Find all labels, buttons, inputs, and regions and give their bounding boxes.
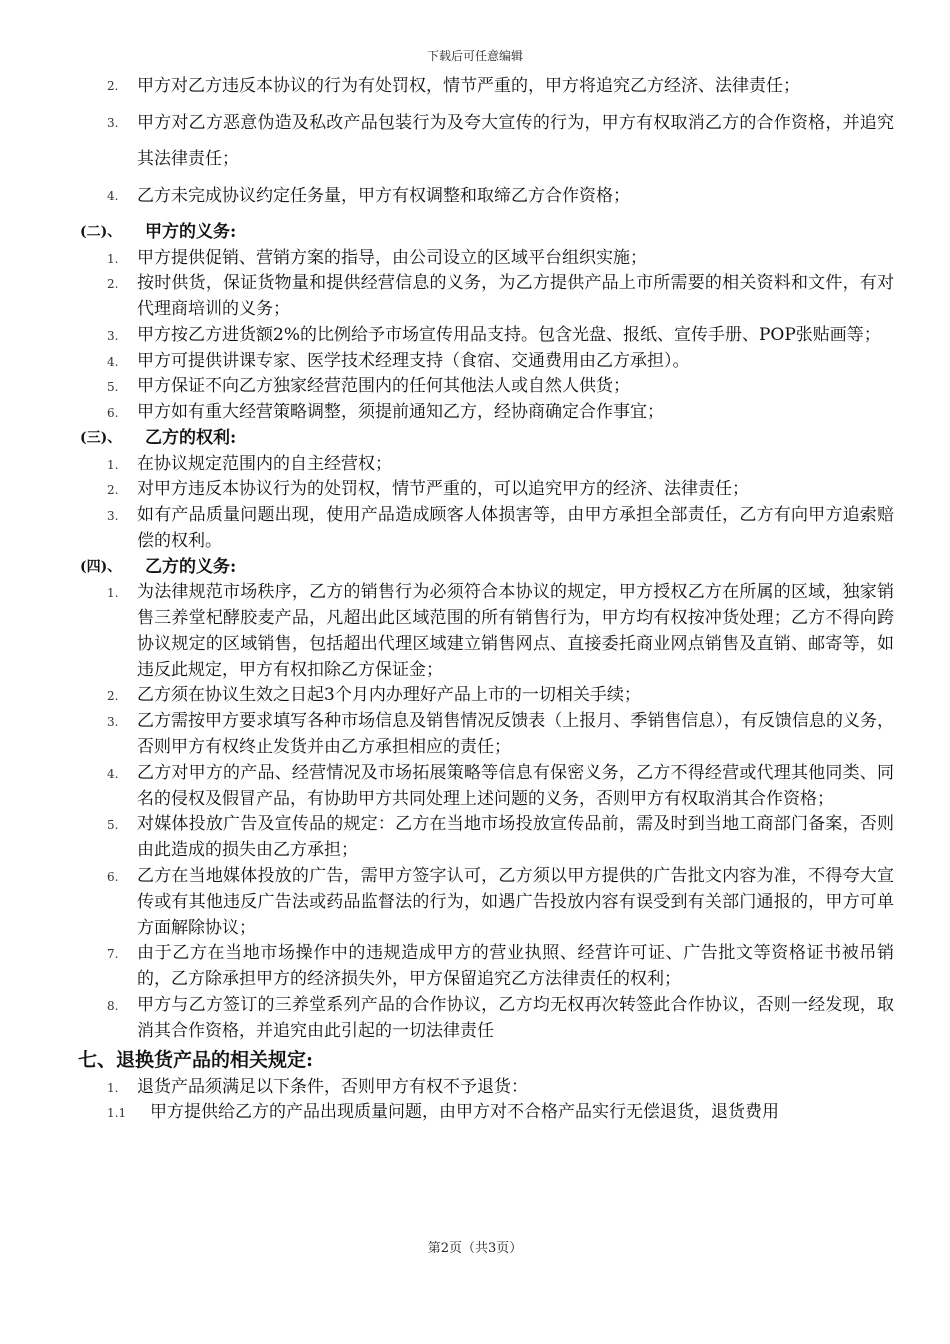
list-item [0,323,950,349]
item-text: 乙方未完成协议约定任务量，甲方有权调整和取缔乙方合作资格； [137,185,630,206]
item-text: 甲方对乙方违反本协议的行为有处罚权，情节严重的，甲方将追究乙方经济、法律责任； [137,76,800,96]
item-number: 3. [107,715,119,730]
list-item [0,349,950,375]
subsection-heading [0,220,950,246]
list-item [0,812,950,864]
item-text: 乙方对甲方的产品、经营情况及市场拓展策略等信息有保密义务，乙方不得经营或代理其他同类、同名的侵权及假冒产品，有协助甲方共同处理上述问题的义务，否则甲方有权取消其合作资格； [137,762,894,809]
item-number: 4. [107,766,119,781]
item-text: 乙方需按甲方要求填写各种市场信息及销售情况反馈表（上报月、季销售信息），有反馈信息的义务，否则甲方有权终止发货并由乙方承担相应的责任； [137,711,894,758]
list-item [0,105,950,178]
list-item [0,1100,950,1126]
item-text: 乙方在当地媒体投放的广告，需甲方签字认可，乙方须以甲方提供的广告批文内容为准，不得夸大宣传或有其他违反广告法或药品监督法的行为，如遇广告投放内容有误受到有关部门通报的，甲方可单方面解除协议； [137,866,894,938]
item-number: 1. [107,586,119,601]
item-number: 2. [107,277,119,292]
item-text: 按时供货，保证货物量和提供经营信息的义务，为乙方提供产品上市所需要的相关资料和文件，有对代理商培训的义务； [137,273,894,320]
subsection-number: (三)、 [80,430,122,447]
item-number: 1.1 [107,1106,127,1121]
list-item [0,246,950,272]
item-number: 7. [107,947,119,962]
list-item [0,709,950,761]
subsection-number: (四)、 [80,558,122,575]
item-number: 6. [107,870,119,885]
item-text: 为法律规范市场秩序，乙方的销售行为必须符合本协议的规定，甲方授权乙方在所属的区域，独家销售三养堂杞酵胶麦产品，凡超出此区域范围的所有销售行为，甲方均有权按冲货处理；乙方不得向跨协议规定的区域销售，包括超出代理区域建立销售网点、直接委托商业网点销售及直销、邮寄等，如违反此规定，甲方有权扣除乙方保证金； [137,582,894,680]
item-number: 3. [107,509,119,524]
item-text: 甲方如有重大经营策略调整，须提前通知乙方，经协商确定合作事宜； [137,402,664,423]
subsection-heading [0,426,950,452]
item-number: 2. [107,689,119,704]
item-number: 1. [107,457,119,472]
item-text: 在协议规定范围内的自主经营权； [137,453,392,474]
list-item [0,761,950,813]
item-text: 由于乙方在当地市场操作中的违规造成甲方的营业执照、经营许可证、广告批文等资格证书被吊销的，乙方除承担甲方的经济损失外，甲方保留追究乙方法律责任的权利； [137,943,894,990]
list-item [0,503,950,555]
item-text: 甲方提供给乙方的产品出现质量问题，由甲方对不合格产品实行无偿退货，退货费用 [150,1102,779,1123]
item-number: 3. [107,328,119,343]
item-number: 6. [107,406,119,421]
page-header: 下载后可任意编辑 [426,49,523,63]
item-text: 甲方可提供讲课专家、医学技术经理支持（食宿、交通费用由乙方承担）。 [137,350,690,371]
item-text: 如有产品质量问题出现，使用产品造成顾客人体损害等，由甲方承担全部责任，乙方有向甲方追索赔偿的权利。 [137,505,894,551]
page-footer: 第2页（共3页） [427,1241,523,1256]
item-number: 4. [107,354,119,369]
list-item [0,580,950,683]
item-number: 5. [107,818,119,833]
subsection-title: 乙方的义务: [145,556,237,577]
list-item [0,683,950,709]
item-number: 3. [107,115,119,130]
list-item [0,400,950,426]
item-number: 8. [107,999,119,1014]
item-text: 对媒体投放广告及宣传品的规定：乙方在当地市场投放宣传品前，需及时到当地工商部门备案，否则由此造成的损失由乙方承担； [137,814,894,861]
item-text: 甲方保证不向乙方独家经营范围内的任何其他法人或自然人供货； [137,376,630,397]
list-item [0,374,950,400]
list-item [0,1075,950,1101]
item-text: 对甲方违反本协议行为的处罚权，情节严重的，可以追究甲方的经济、法律责任； [137,479,749,500]
item-text: 甲方与乙方签订的三养堂系列产品的合作协议，乙方均无权再次转签此合作协议，否则一经发现，取消其合作资格，并追究由此引起的一切法律责任 [137,995,894,1041]
list-item [0,993,950,1045]
subsection-title: 乙方的权利: [145,428,237,449]
item-number: 1. [107,251,119,266]
section-heading: 七、退换货产品的相关规定: [78,1048,314,1071]
list-item [0,271,950,323]
subsection-heading [0,555,950,581]
list-item [0,452,950,478]
item-text: 退货产品须满足以下条件，否则甲方有权不予退货： [137,1076,528,1097]
list-item [0,178,950,215]
document-body [0,68,950,1126]
item-number: 2. [107,79,119,93]
subsection-number: (二)、 [80,224,122,240]
item-number: 5. [107,380,119,395]
list-item [0,477,950,503]
item-text: 甲方对乙方恶意伪造及私改产品包装行为及夸大宣传的行为，甲方有权取消乙方的合作资格，并追究其法律责任； [137,112,894,169]
item-number: 2. [107,483,119,498]
item-text: 乙方须在协议生效之日起3个月内办理好产品上市的一切相关手续； [137,685,641,706]
list-item [0,68,950,105]
list-item [0,941,950,993]
subsection-title: 甲方的义务: [145,222,237,242]
item-text: 甲方提供促销、营销方案的指导，由公司设立的区域平台组织实施； [137,247,647,268]
item-number: 4. [107,188,119,203]
item-number: 1. [107,1080,119,1095]
list-item [0,864,950,941]
item-text: 甲方按乙方进货额2%的比例给予市场宣传用品支持。包含光盘、报纸、宣传手册、POP张贴画等； [137,324,881,345]
